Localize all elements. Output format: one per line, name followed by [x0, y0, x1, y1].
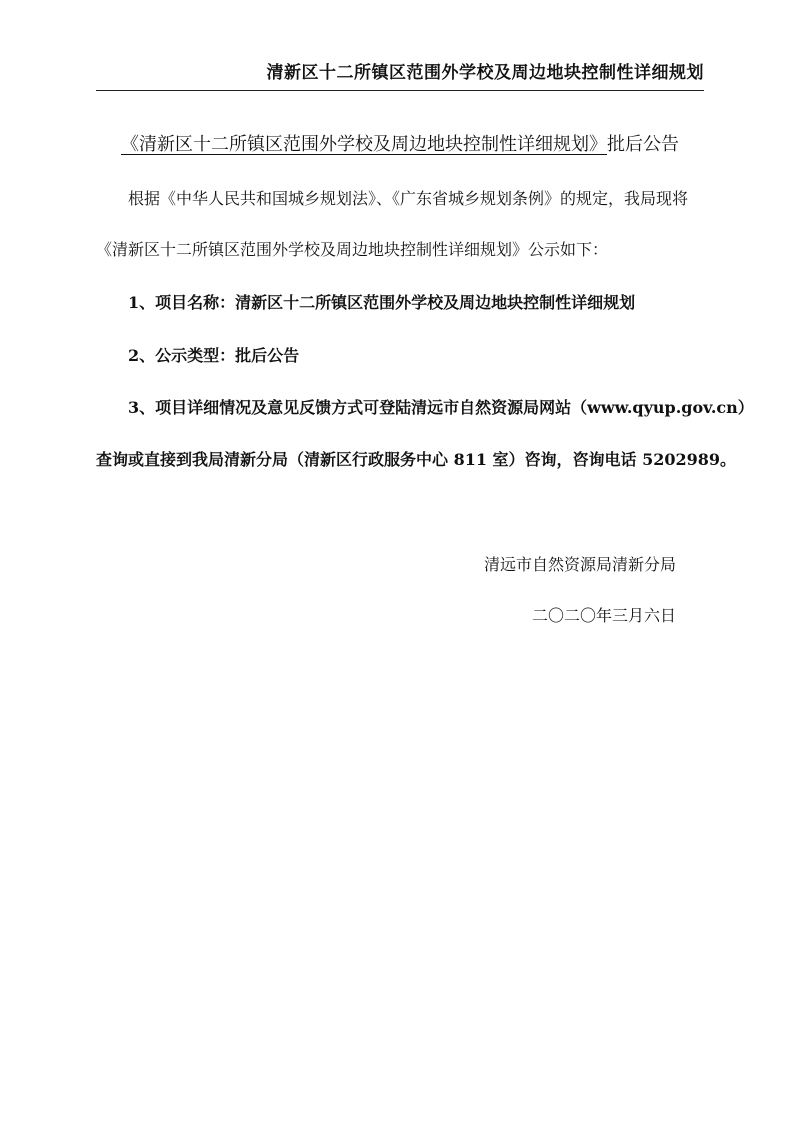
notice-title	[0, 130, 800, 156]
item-notice-type: 2、公示类型：批后公告	[128, 346, 300, 365]
issuer-name: 清远市自然资源局清新分局	[483, 555, 676, 574]
header-divider	[96, 90, 704, 91]
item-details-line-2: 查询或直接到我局清新分局（清新区行政服务中心 811 室）咨询，咨询电话 5202989。	[96, 450, 737, 469]
notice-title-main: 《清新区十二所镇区范围外学校及周边地块控制性详细规划》	[121, 134, 607, 155]
item-project-name: 1、项目名称：清新区十二所镇区范围外学校及周边地块控制性详细规划	[128, 293, 636, 312]
item-details-line-1: 3、项目详细情况及意见反馈方式可登陆清远市自然资源局网站（www.qyup.gov.cn）	[128, 398, 754, 417]
intro-line-2: 《清新区十二所镇区范围外学校及周边地块控制性详细规划》公示如下：	[96, 240, 609, 259]
issue-date: 二〇二〇年三月六日	[531, 606, 676, 625]
intro-line-1: 根据《中华人民共和国城乡规划法》、《广东省城乡规划条例》的规定，我局现将	[128, 189, 689, 208]
notice-title-suffix: 批后公告	[607, 134, 679, 155]
running-header: 清新区十二所镇区范围外学校及周边地块控制性详细规划	[266, 63, 704, 83]
